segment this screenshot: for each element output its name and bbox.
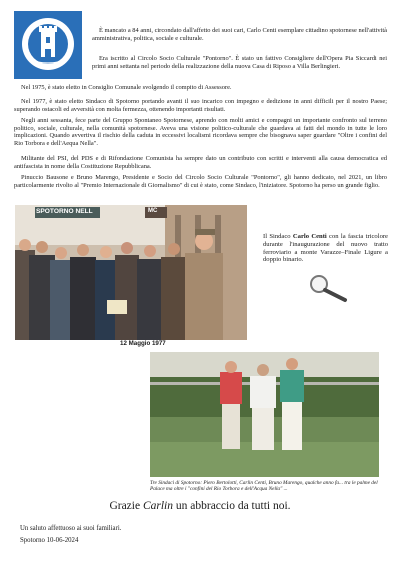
magnifier-icon (305, 270, 353, 304)
circolo-logo (14, 11, 82, 79)
inauguration-photo (15, 205, 247, 340)
thanks-line: Grazie Carlin un abbraccio da tutti noi. (109, 500, 291, 512)
mayor-name: Carlo Centi (292, 233, 327, 240)
place-date: Spotorno 10-06-2024 (20, 537, 79, 544)
paragraph-militante: Militante del PSI, del PDS e di Rifondazione Comunista ha sempre dato un contributo con scritti e interventi alla causa democratica ed antifascista in nome della Costituzione Repubblicana. (14, 155, 387, 170)
iscritto-paragraph: Era iscritto al Circolo Socio Culturale "Pontorno". È stato un fattivo Consigliere dell'Opera Pia Siccardi nei primi anni settanta nel periodo della realizzazione della nuova Casa di Riposo a Villa Berlingieri. (92, 55, 387, 70)
paragraph-1977: Nel 1977, è stato eletto Sindaco di Spotorno portando avanti il suo incarico con impegno e dedizione in anni difficili per il nostro Paese; superando ostacoli ed avversità con molta fermezza, ottenendo importanti risultati. (14, 98, 387, 113)
photo-date-caption: 12 Maggio 1977 (120, 340, 166, 347)
side-caption: Il Sindaco Carlo Centi con la fascia tricolore durante l'inaugurazione del nuovo tratto ferroviario a monte Varazze–Finale Ligure a doppio binario. (263, 233, 388, 264)
tower-logo-icon (14, 11, 82, 79)
greeting-line: Un saluto affettuoso ai suoi familiari. (20, 525, 122, 532)
three-mayors-photo (150, 352, 379, 477)
paragraph-bausone: Pinuccio Bausone e Bruno Marengo, Presidente e Socio del Circolo Socio Culturale "Pontorno", gli hanno dedicato, nel 2021, un libro particolarmente rivolto al "Premio Internazionale di Giornalismo" di cui è stato, come Sindaco, l'iniziatore. Spotorno ha perso un grande figlio. (14, 174, 387, 189)
thanks-name: Carlin (142, 500, 174, 512)
intro-paragraph: È mancato a 84 anni, circondato dall'affetto dei suoi cari, Carlo Centi esemplare cittadino spotornese nell'attività amministrativa, politica, sociale e culturale. (92, 27, 387, 42)
station-sign-2: MC (148, 208, 158, 214)
station-sign: SPOTORNO NELL (36, 208, 93, 215)
paragraph-anni-sessanta: Negli anni sessanta, fece parte del Gruppo Spontaneo Spotornese, aprendo con molti amici e compagni un importante confronto sul terreno politico, sociale, culturale, nella comunità spotornese. Aveva una visione politico-culturale che guardava ai fatti del mondo in tutte le loro implicazioni. Quando avvertiva il rischio della caduta in eccessivi localismi ricordava sempre che bisognava saper guardare "Oltre i confini del Rio Torbora e dell'Aequa Nella". (14, 117, 387, 147)
three-mayors-caption: Tre Sindaci di Spotorno: Piero Bertolotti, Carlin Centi, Bruno Marengo, qualche anno fa... tra le palme del Palace ma oltre i "confini del Rio Torbora e dell'Acqua Nella" ... (150, 480, 378, 493)
paragraph-1975: Nel 1975, è stato eletto in Consiglio Comunale svolgendo il compito di Assessore. (21, 84, 232, 91)
